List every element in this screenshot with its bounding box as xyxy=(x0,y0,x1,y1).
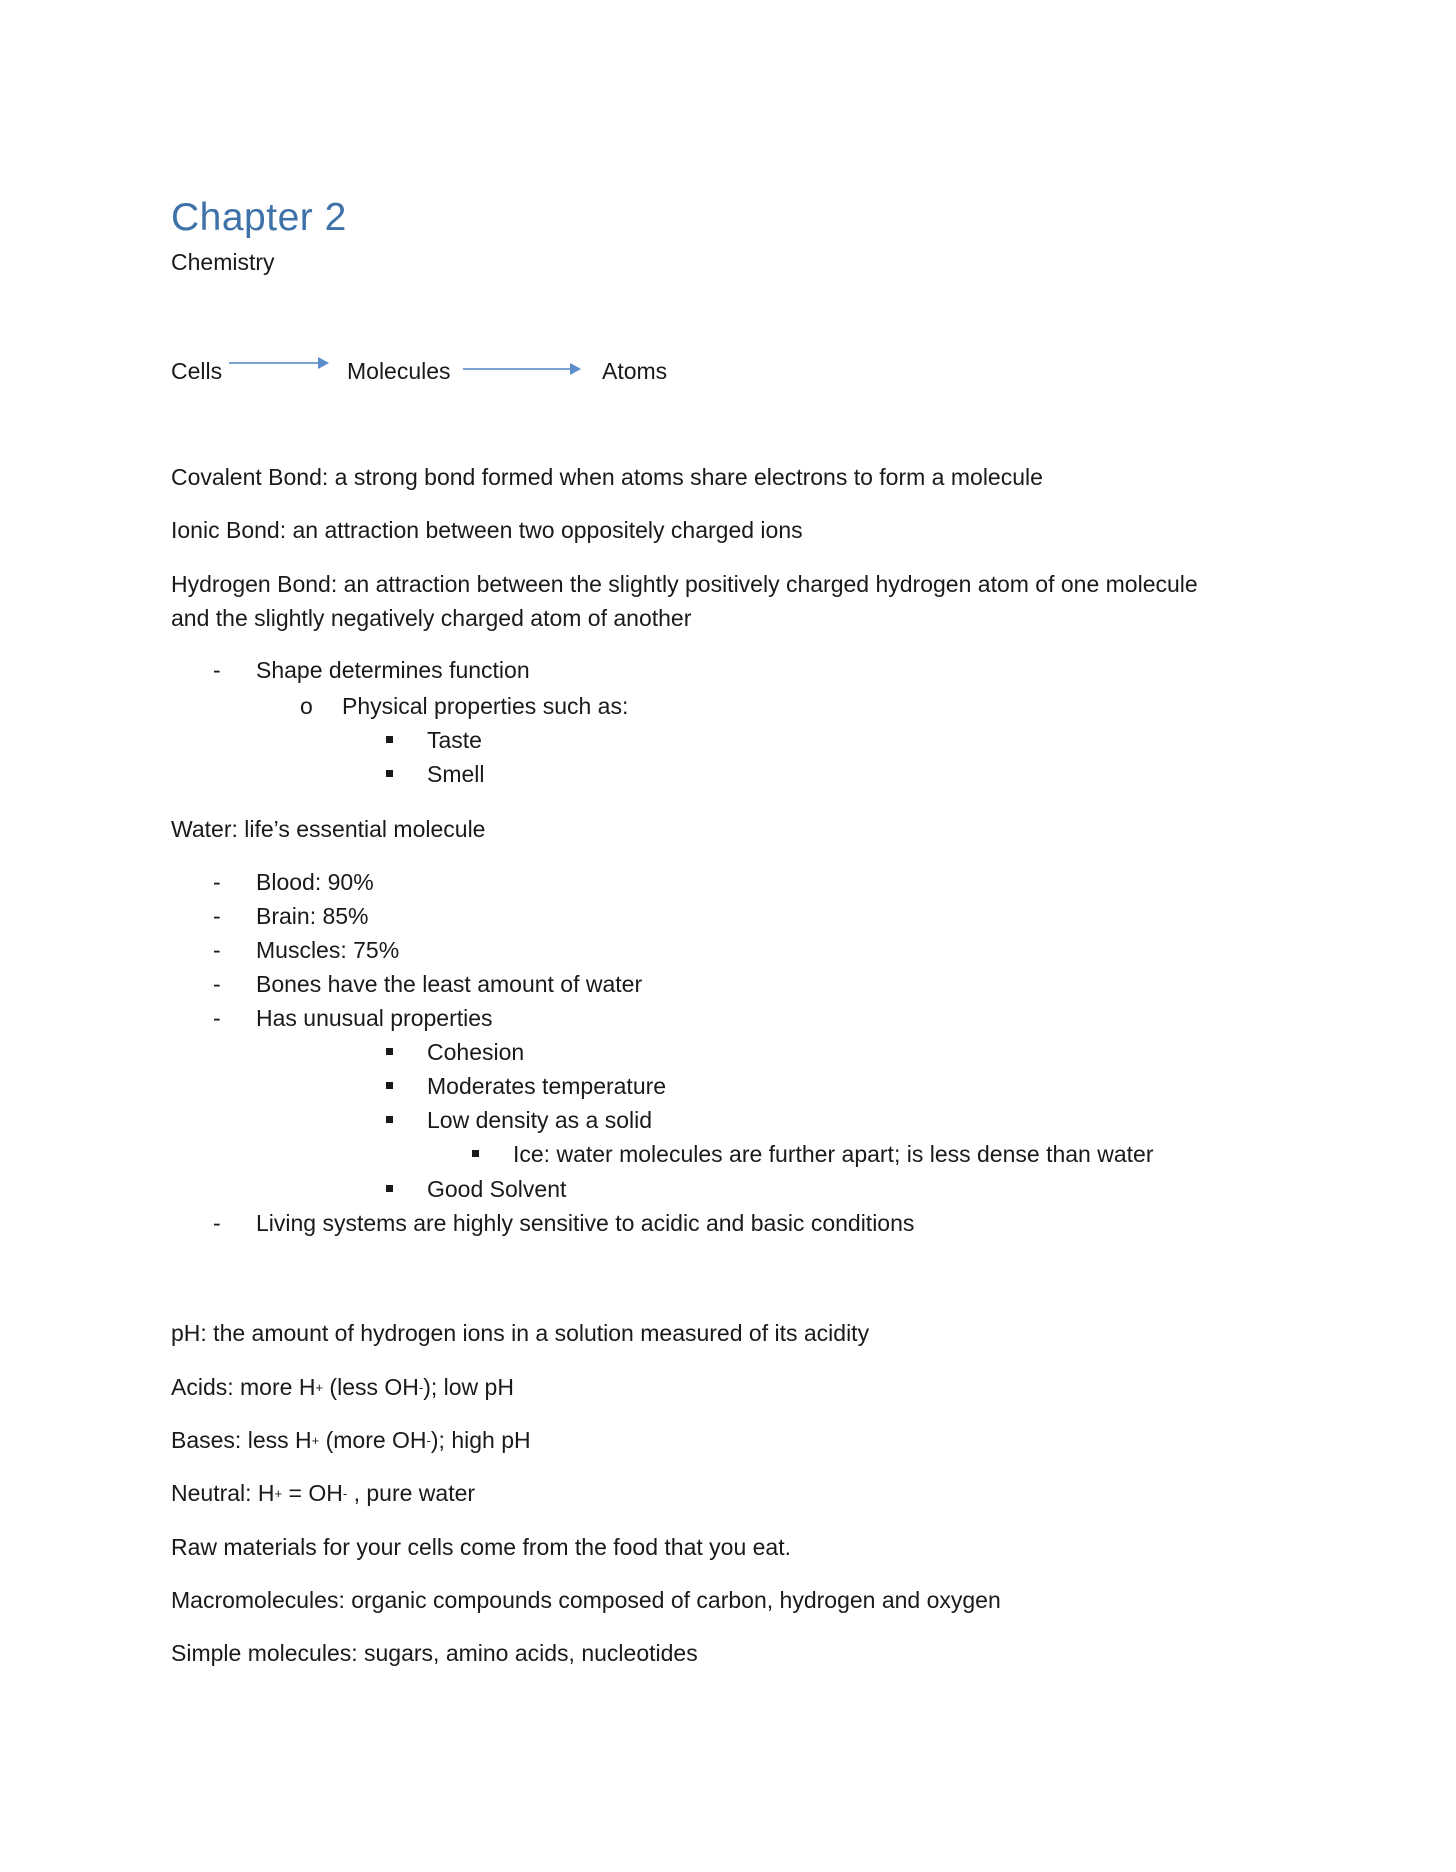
dash-bullet: - xyxy=(213,971,221,997)
square-bullet-icon xyxy=(386,1048,393,1055)
sensitivity-item: Living systems are highly sensitive to acidic and basic conditions xyxy=(256,1210,915,1236)
dash-bullet: - xyxy=(213,937,221,963)
hydrogen-bond-definition-line1: Hydrogen Bond: an attraction between the slightly positively charged hydrogen atom of one molecule xyxy=(171,571,1198,597)
flow-step-atoms: Atoms xyxy=(602,358,668,384)
simple-molecules-line: Simple molecules: sugars, amino acids, nucleotides xyxy=(171,1640,698,1666)
square-bullet-icon xyxy=(386,1082,393,1089)
good-solvent-item: Good Solvent xyxy=(427,1176,567,1202)
dash-bullet: - xyxy=(213,1005,221,1031)
raw-materials-line: Raw materials for your cells come from the food that you eat. xyxy=(171,1534,791,1560)
moderates-temperature-item: Moderates temperature xyxy=(427,1073,667,1099)
ice-note-item: Ice: water molecules are further apart; is less dense than water xyxy=(513,1141,1154,1167)
macromolecules-line: Macromolecules: organic compounds composed of carbon, hydrogen and oxygen xyxy=(171,1587,1001,1613)
flow-step-cells: Cells xyxy=(171,358,223,384)
bases-line: Bases: less H+ (more OH-); high pH xyxy=(171,1427,531,1453)
arrow-right-icon xyxy=(463,363,581,375)
cohesion-item: Cohesion xyxy=(427,1039,525,1065)
taste-item: Taste xyxy=(427,727,482,753)
page-title: Chapter 2 xyxy=(171,196,347,239)
hydrogen-bond-definition-line2: and the slightly negatively charged atom of another xyxy=(171,605,692,631)
dash-bullet: - xyxy=(213,657,221,683)
blood-item: Blood: 90% xyxy=(256,869,374,895)
water-heading: Water: life’s essential molecule xyxy=(171,816,486,842)
shape-function-item: Shape determines function xyxy=(256,657,530,683)
flow-step-molecules: Molecules xyxy=(347,358,451,384)
ph-definition: pH: the amount of hydrogen ions in a solution measured of its acidity xyxy=(171,1320,870,1346)
square-bullet-icon xyxy=(386,736,393,743)
ionic-bond-definition: Ionic Bond: an attraction between two oppositely charged ions xyxy=(171,517,803,543)
dash-bullet: - xyxy=(213,1210,221,1236)
unusual-properties-item: Has unusual properties xyxy=(256,1005,493,1031)
dash-bullet: - xyxy=(213,903,221,929)
page-subtitle: Chemistry xyxy=(171,249,275,275)
acids-line: Acids: more H+ (less OH-); low pH xyxy=(171,1374,514,1400)
covalent-bond-definition: Covalent Bond: a strong bond formed when atoms share electrons to form a molecule xyxy=(171,464,1043,490)
square-bullet-icon xyxy=(386,770,393,777)
dash-bullet: - xyxy=(213,869,221,895)
square-bullet-icon xyxy=(386,1116,393,1123)
brain-item: Brain: 85% xyxy=(256,903,369,929)
neutral-line: Neutral: H+ = OH- , pure water xyxy=(171,1480,476,1506)
arrow-right-icon xyxy=(229,357,329,369)
square-bullet-icon xyxy=(472,1150,479,1157)
smell-item: Smell xyxy=(427,761,485,787)
physical-properties-item: Physical properties such as: xyxy=(342,693,629,719)
low-density-item: Low density as a solid xyxy=(427,1107,653,1133)
bones-item: Bones have the least amount of water xyxy=(256,971,643,997)
circle-bullet: o xyxy=(300,693,313,719)
square-bullet-icon xyxy=(386,1185,393,1192)
muscles-item: Muscles: 75% xyxy=(256,937,400,963)
